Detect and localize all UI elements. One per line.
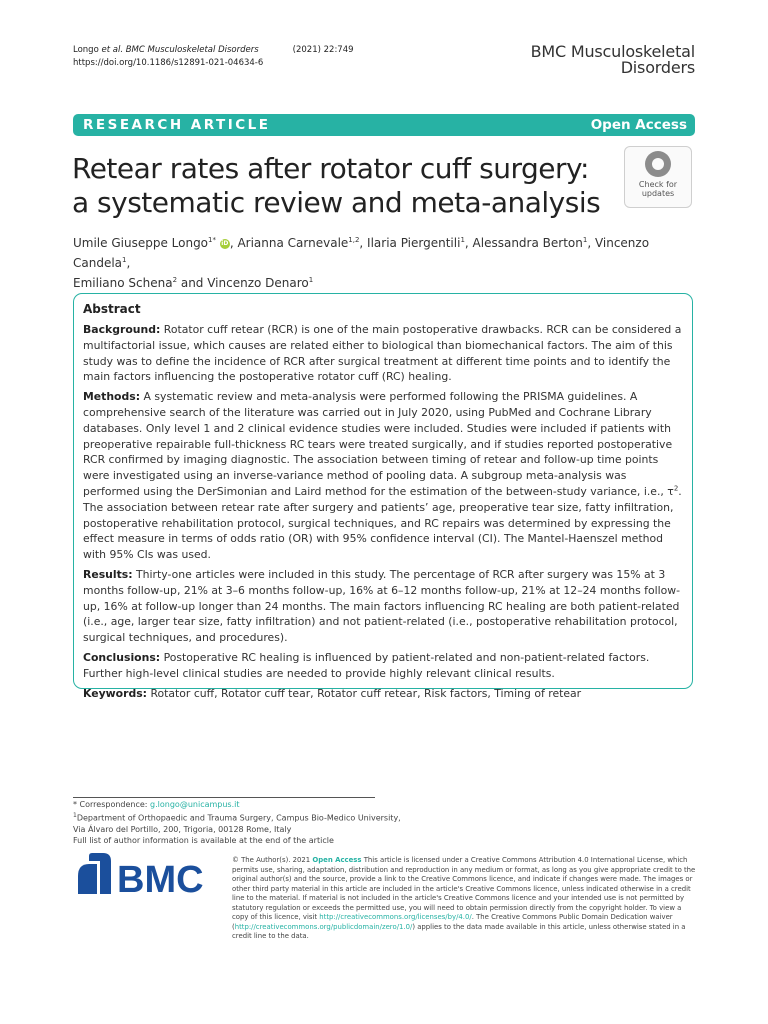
results-label: Results: [83, 567, 133, 581]
methods-text-cont: . The association between retear rate after surgery and patients’ age, preoperative tear size, fatty infiltration, postoperative rehabilitation protocol, surgical techniques, and RC repairs was determined by expressing the effect measure in terms of odds ratio (OR) with 95% confidence interval (CI). The Mantel-Haenszel method with 95% CIs was used. [83, 484, 682, 562]
author-info-note: Full list of author information is available at the end of the article [73, 835, 334, 845]
abstract-methods [83, 389, 685, 563]
tau-squared-sup: 2 [673, 484, 679, 493]
author-name[interactable]: Emiliano Schena [73, 276, 173, 290]
abstract-background [83, 322, 685, 385]
journal-name-line1: BMC Musculoskeletal [530, 42, 695, 61]
author-affiliation: 1* [208, 236, 216, 244]
license-mid: . The Creative Commons Public Domain Dedication waiver ( [232, 913, 673, 931]
abstract-heading: Abstract [83, 302, 141, 316]
author-name[interactable]: , Alessandra Berton [464, 236, 583, 250]
article-title: Retear rates after rotator cuff surgery: a systematic review and meta-analysis [72, 152, 601, 219]
keywords-label: Keywords: [83, 686, 148, 700]
citation-year: (2021) 22:749 [292, 45, 354, 55]
license-end: ) applies to the data made available in this article, unless otherwise stated in a credit line to the data. [232, 922, 686, 940]
author-affiliation: 1 [582, 236, 588, 244]
check-badge-line2: updates [641, 189, 675, 198]
crossmark-icon [645, 151, 671, 177]
author-list [73, 233, 695, 293]
article-type-band [73, 114, 695, 136]
correspondence-label: * Correspondence: [73, 800, 151, 809]
cc-by-license-link[interactable]: http://creativecommons.org/licenses/by/4.0/ [319, 913, 472, 921]
keywords-text: Rotator cuff, Rotator cuff tear, Rotator cuff retear, Risk factors, Timing of retear [147, 686, 582, 700]
abstract-keywords [83, 686, 685, 702]
check-badge-line1: Check for [638, 180, 678, 189]
citation-header [73, 44, 354, 70]
abstract [83, 301, 685, 705]
affiliation-text: Department of Orthopaedic and Trauma Surgery, Campus Bio-Medico University, Via Álvaro del Portillo, 200, Trigoria, 00128 Rome, Italy [73, 813, 401, 834]
abstract-conclusions [83, 650, 685, 682]
author-affiliation: 1 [308, 276, 314, 284]
license-open-access: Open Access [312, 856, 362, 864]
author-name[interactable]: , Vincenzo Candela [73, 236, 650, 270]
background-text: Rotator cuff retear (RCR) is one of the main postoperative drawbacks. RCR can be considered a multifactorial issue, which causes are related either to biological than biomechanical factors. The aim of this study was to define the incidence of RCR after surgical treatment at different time points and to identify the main factors influencing the postoperative rotator cuff (RC) healing. [83, 323, 682, 384]
bmc-logo-mark [78, 853, 111, 894]
footnote-divider [73, 797, 375, 798]
license-statement [232, 856, 696, 942]
affiliation-number: 1 [73, 812, 77, 819]
author-affiliation: 1 [460, 236, 465, 244]
bmc-logo-icon [73, 851, 215, 901]
journal-name [531, 44, 695, 76]
methods-text: A systematic review and meta-analysis were performed following the PRISMA guidelines. A comprehensive search of the literature was carried out in July 2020, using PubMed and Cochrane Library databases. Only level 1 and 2 clinical evidence studies were included. Studies were included if patients with preoperative repairable full-thickness RC tears were treated surgically, and if studies reported postoperative RCR confirmed by imaging diagnostic. The association between timing of retear and follow-up time points were investigated using an inverse-variance method of pooling data. A subgroup meta-analysis was performed using the DerSimonian and Laird method for the estimation of the between-study variance, i.e., τ [83, 390, 674, 498]
author-name[interactable]: , Ilaria Piergentili [359, 236, 461, 250]
author-affiliation: 2 [172, 276, 178, 284]
doi-link[interactable]: https://doi.org/10.1186/s12891-021-04634-6 [73, 58, 264, 68]
author-affiliation: 1,2 [348, 236, 360, 244]
conclusions-text: Postoperative RC healing is influenced by patient-related and non-patient-related factors. Further high-level clinical studies are needed to provide highly relevant clinical results. [83, 650, 650, 680]
results-text: Thirty-one articles were included in this study. The percentage of RCR after surgery was 15% at 3 months follow-up, 21% at 3–6 months follow-up, 16% at 6–12 months follow-up, 21% at 12–24 months follow-up, 16% at follow-up longer than 24 months. The main factors influencing RC healing are both patient-related (i.e., age, larger tear size, fatty infiltration) and not patient-related (i.e., postoperative rehabilitation protocol, surgical techniques, and procedures). [83, 567, 681, 645]
author-name[interactable]: Umile Giuseppe Longo [73, 236, 209, 250]
background-label: Background: [83, 323, 161, 336]
methods-label: Methods: [83, 390, 141, 404]
author-separator: , [126, 256, 131, 270]
journal-name-line2: Disorders [620, 58, 695, 77]
citation-journal: et al. BMC Musculoskeletal Disorders [101, 45, 259, 55]
correspondence-email-link[interactable]: g.longo@unicampus.it [150, 800, 240, 809]
article-type-label: RESEARCH ARTICLE [83, 117, 271, 133]
author-name[interactable]: and Vincenzo Denaro [177, 276, 309, 290]
orcid-icon[interactable]: iD [221, 239, 229, 247]
check-for-updates-button[interactable] [624, 146, 692, 208]
citation-authors: Longo [73, 45, 102, 55]
license-copyright: © The Author(s). 2021 [232, 856, 313, 864]
abstract-results [83, 567, 685, 646]
bmc-logo-text: BMC [117, 859, 204, 901]
author-affiliation: 1 [122, 256, 127, 264]
author-name[interactable]: , Arianna Carnevale [229, 236, 349, 250]
footnote [73, 799, 403, 846]
cc-zero-license-link[interactable]: http://creativecommons.org/publicdomain/zero/1.0/ [234, 922, 413, 931]
open-access-label: Open Access [590, 117, 687, 133]
conclusions-label: Conclusions: [83, 650, 161, 664]
license-body: This article is licensed under a Creative Commons Attribution 4.0 International License, which permits use, sharing, adaptation, distribution and reproduction in any medium or format, as long as you give appropriate credit to the original author(s) and the source, provide a link to the Creative Commons licence, and indicate if changes were made. The images or other third party material in this article are included in the article's Creative Commons licence, unless indicated otherwise in a credit line to the material. If material is not included in the article's Creative Commons licence and your intended use is not permitted by statutory regulation or exceeds the permitted use, you will need to obtain permission directly from the copyright holder. To view a copy of this licence, visit [232, 856, 696, 921]
check-badge-text [625, 180, 691, 198]
